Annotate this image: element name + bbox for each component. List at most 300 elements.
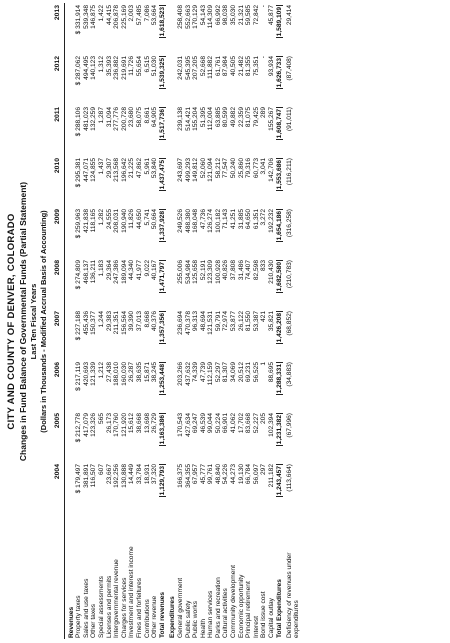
year-header-2005: 2005 [54,411,64,462]
cell-2011: 200,728 [120,107,128,131]
cell-2008: 31,486 [237,260,245,281]
cell-2009: 1,282 [97,209,105,226]
cell-2004: (113,664) [286,464,294,492]
cell-2007: 156,564 [120,311,128,335]
cell-2013: 206,878 [113,5,121,29]
row-label: Health [199,618,207,638]
cell-2009: 61,351 [252,209,260,230]
cell-2008: 40,167 [151,260,159,281]
cell-2012: 55,654 [135,56,143,77]
cell-2007: 53,877 [230,311,238,332]
cell-2010: 124,855 [90,158,98,182]
cell-2005: 102,394 [268,413,276,437]
cell-2009: 192,232 [268,209,276,233]
cell-2007: 39,390 [128,311,136,332]
cell-2011: 23,680 [128,107,136,128]
cell-2007: 26,122 [237,311,245,332]
cell-2011: 1,287 [97,107,105,124]
row-label: Licenses and permits [105,575,113,638]
revenue-row [75,3,83,639]
cell-2012: 81,355 [245,56,253,77]
year-header-row [54,3,64,639]
cell-2013: 258,408 [176,5,184,29]
cell-2008: $ 274,809 [75,260,83,290]
cell-2008: 37,808 [230,260,238,281]
cell-2004: 56,097 [252,464,260,485]
cell-2004: 297 [260,464,268,476]
year-header-2011: 2011 [54,105,64,156]
basis-title: (Dollars in Thousands - Modified Accrual Basis of Accounting) [39,210,48,433]
cell-2007: 421 [260,311,268,323]
expenditure-row [260,3,268,639]
cell-2010: 21,225 [128,158,136,179]
cell-2010 [276,156,284,207]
cell-2010: (116,211) [286,158,294,186]
cell-2004: 607 [97,464,105,476]
expenditure-row [253,3,261,639]
cell-2009: 50,664 [151,209,159,230]
revenue-row [151,3,159,639]
cell-2005: 123,326 [90,413,98,437]
cell-2005: 417,079 [82,413,90,437]
cell-2005: 170,543 [176,413,184,437]
cell-2008: (210,783) [286,260,294,289]
cell-2013: 45,877 [268,5,276,26]
cell-2006: 27,438 [105,362,113,383]
cell-2010: 3,041 [260,158,268,175]
entity-title: CITY AND COUNTY OF DENVER, COLORADO [6,213,17,430]
cell-2012: 51,030 [151,56,159,77]
cell-2011 [159,105,167,156]
expenditures-heading-row [166,3,177,639]
cell-2004 [159,462,167,513]
cell-2011: 31,094 [105,107,113,128]
revenue-row [113,3,121,639]
cell-2009: 488,380 [184,209,192,233]
cell-2006: 112,159 [207,362,215,386]
cell-2012: 545,395 [184,56,192,80]
revenue-row [90,3,98,639]
year-header-2004: 2004 [54,462,64,513]
cell-2007: 59,791 [214,311,222,332]
cell-2011-value: 1,608,747 [275,109,283,139]
row-label: Deficiency of revenues under expenditures [286,552,301,638]
cell-2008: 468,137 [82,260,90,284]
cell-2008: 125,658 [192,260,200,284]
cell-2011: 155,204 [192,107,200,131]
cell-2005-value: 1,231,382 [275,415,283,445]
cell-2007: 470,378 [184,311,192,335]
cell-2008 [276,258,284,309]
total-revenues-row [159,3,167,639]
cell-2007: 150,377 [90,311,98,335]
cell-2004-value: 1,243,457 [275,466,283,496]
cell-2010-value: 1,553,686 [275,160,283,190]
cell-2007: 81,550 [245,311,253,332]
cell-2010: 25,860 [237,158,245,179]
deficiency-row [283,3,300,639]
cell-2011: (91,011) [286,107,294,132]
cell-2011 [276,105,284,156]
cell-2012: 21,482 [237,56,245,77]
cell-2005: 565 [97,413,105,425]
cell-2006: 188,010 [113,362,121,386]
cell-2012: 93,934 [268,56,276,77]
expenditure-row [185,3,193,639]
expenditure-row [177,3,185,639]
cell-2005: 66,901 [222,413,230,434]
cell-2010: 5,961 [143,158,151,175]
year-header-2009: 2009 [54,207,64,258]
cell-2008: 74,407 [245,260,253,281]
cell-2008: 534,984 [184,260,192,284]
cell-2011: 132,259 [90,107,98,131]
cell-2008-value: 1,471,797 [158,262,166,292]
cell-2011: 49,882 [230,107,238,128]
expenditure-row [215,3,223,639]
cell-2007: 53,387 [252,311,260,332]
cell-2013-value: 1,618,523 [158,7,166,37]
cell-2009-value: 1,337,928 [158,211,166,241]
cell-2008: 833 [260,260,268,272]
cell-2007: 211,351 [113,311,121,335]
cell-2007: 8,668 [143,311,151,328]
cell-2004: 37,320 [151,464,159,485]
expenditure-row [207,3,215,639]
cell-2007: 40,376 [151,311,159,332]
cell-2011: 22,359 [237,107,245,128]
cell-2013: 29,414 [286,5,294,26]
cell-2004: 381,891 [82,464,90,488]
cell-2005: 427,634 [184,413,192,437]
cell-2012: 6,515 [143,56,151,73]
cell-2006 [276,360,284,411]
cell-2005: (67,996) [286,413,294,438]
cell-2007: 96,313 [192,311,200,332]
cell-2004: 166,375 [176,464,184,488]
row-label: Total revenues [158,591,166,638]
cell-2011: 481,023 [82,107,90,131]
cell-2004: 66,784 [245,464,253,485]
cell-2004 [276,462,284,513]
cell-2011: 289 [260,107,268,119]
cell-2013: 72,842 [252,5,260,26]
cell-2005: 121,920 [120,413,128,437]
cell-2009: 168,048 [192,209,200,233]
cell-2009: 41,251 [230,209,238,230]
cell-2012: (87,408) [286,56,294,81]
cell-2008: 1,183 [97,260,105,277]
statement-title: Changes in Fund Balance of Governmental Funds (Partial Statement) [18,181,28,462]
cell-2008: 189,094 [120,260,128,284]
cell-2007-value: 1,426,208 [275,313,283,343]
cell-2011: 79,425 [252,107,260,128]
cell-2009: 100,182 [214,209,222,233]
cell-2006: (34,883) [286,362,294,387]
row-label: Total Expenditures [275,579,283,638]
cell-2004: $ 179,497 [75,464,83,494]
cell-2009: 421,838 [82,209,90,233]
cell-2011-value: 1,517,736 [158,109,166,139]
cell-2009: 71,143 [222,209,230,230]
cell-2004: 99,761 [207,464,215,485]
cell-2007: 37,013 [135,311,143,332]
cell-2011: $ 288,106 [75,107,83,137]
cell-2006: 69,231 [245,362,253,383]
cell-2008: 247,386 [113,260,121,284]
expenditure-row [200,3,208,639]
cell-2005: 50,224 [214,413,222,434]
cell-2013 [159,3,167,54]
cell-2006: 52,297 [214,362,222,383]
cell-2009: 47,736 [199,209,207,230]
year-header-2013: 2013 [54,3,64,54]
cell-2011: 58,075 [135,107,143,128]
cell-2007 [276,309,284,360]
cell-2011: 155,267 [268,107,276,131]
cell-2008 [159,258,167,309]
cell-2004: 19,130 [237,464,245,485]
row-label: Investment and interest income [128,546,136,638]
cell-2013 [276,3,284,54]
cell-2004-value: 1,129,793 [158,466,166,496]
cell-2012: 40,505 [230,56,238,77]
cell-2013: 66,992 [214,5,222,26]
cell-2009: 190,940 [120,209,128,233]
cell-2004: 44,273 [230,464,238,485]
cell-2012: 87,984 [222,56,230,77]
cell-2013: $ 331,914 [75,5,83,35]
cell-2012: 61,761 [214,56,222,77]
cell-2012: 35,393 [105,56,113,77]
cell-2013: 98,038 [222,5,230,26]
expenditure-row [222,3,230,639]
cell-2005: 46,539 [199,413,207,434]
cell-2006: 1 [260,362,268,366]
cell-2013: 146,875 [90,5,98,29]
cell-2007: 35,821 [268,311,276,332]
cell-2006: 81,307 [222,362,230,383]
row-label: Human services [207,590,215,638]
fund-balance-table [54,3,301,639]
row-label: Interest [252,616,260,638]
year-header-2010: 2010 [54,156,64,207]
total-expenditures-row [276,3,284,639]
cell-2011: 239,138 [176,107,184,131]
cell-2012: 494,495 [82,56,90,80]
cell-2009: (316,258) [286,209,294,238]
row-label: Special assessments [97,576,105,638]
cell-2006: 20,512 [237,362,245,383]
cell-2010: 196,642 [120,158,128,182]
row-label: General government [176,577,184,638]
cell-2011: 80,599 [222,107,230,128]
cell-2006: 74,339 [192,362,200,383]
cell-2005 [159,411,167,462]
cell-2009 [276,207,284,258]
cell-2010: 121,094 [207,158,215,182]
cell-2012-value: 1,626,733 [275,58,283,88]
cell-2010: 53,840 [151,158,159,179]
cell-2006: 47,739 [199,362,207,383]
cell-2004: 54,226 [222,464,230,485]
cell-2005: 69,247 [192,413,200,434]
cell-2010: 52,060 [199,158,207,179]
cell-2005: 205 [260,413,268,425]
cell-2010: 60,773 [252,158,260,179]
cell-2008: 44,340 [128,260,136,281]
cell-2009: 3,272 [260,209,268,226]
row-label: Capital outlay [268,598,276,638]
cell-2008: 29,364 [105,260,113,281]
row-label: Parks and recreation [214,577,222,638]
cell-2008: 40,826 [222,260,230,281]
expenditures-heading: Expenditures [169,596,177,638]
cell-2013: 53,664 [151,5,159,26]
cell-2005: 52,227 [252,413,260,434]
cell-2005: 26,173 [105,413,113,434]
cell-2009: 118,165 [90,209,98,233]
cell-2012: 75,351 [252,56,260,77]
cell-2004: 45,777 [199,464,207,485]
cell-2010: 142,706 [268,158,276,182]
row-label: Fines and forfeitures [135,577,143,638]
cell-2005: 99,044 [207,413,215,434]
cell-2005 [276,411,284,462]
cell-2010: 499,293 [184,158,192,182]
header-label-cell [54,513,64,639]
cell-2010: 47,862 [135,158,143,179]
cell-2008: 255,006 [176,260,184,284]
cell-2004: 116,507 [90,464,98,488]
cell-2009: 64,650 [245,209,253,230]
cell-2013: 170,129 [192,5,200,29]
cell-2004: 130,888 [120,464,128,488]
cell-2006: 203,266 [176,362,184,386]
cell-2007-value: 1,357,356 [158,313,166,343]
cell-2011: 112,004 [207,107,215,131]
year-header-2007: 2007 [54,309,64,360]
cell-2012: 207,205 [192,56,200,80]
cell-2007: 455,436 [82,311,90,335]
cell-2007: 121,531 [207,311,215,335]
cell-2012 [159,54,167,105]
row-label: Public works [192,600,200,638]
cell-2006: 420,693 [82,362,90,386]
cell-2006: 1,212 [97,362,105,379]
revenue-row [144,3,152,639]
cell-2009: 24,555 [105,209,113,230]
cell-2008: 100,928 [214,260,222,284]
cell-2007: 72,974 [222,311,230,332]
row-label: Sales and use taxes [82,578,90,638]
cell-2008-value: 1,682,580 [275,262,283,292]
cell-2013: - [260,5,268,8]
cell-2009: 249,526 [176,209,184,233]
cell-2005: 38,668 [135,413,143,434]
cell-2013: 57,485 [135,5,143,26]
cell-2010: 58,212 [214,158,222,179]
cell-2011: 64,905 [151,107,159,128]
cell-2010: $ 295,381 [75,158,83,188]
cell-2012: 219,691 [120,56,128,80]
cell-2006-value: 1,253,448 [158,364,166,394]
cell-2009: 31,885 [237,209,245,230]
cell-2005: 17,702 [237,413,245,434]
cell-2007: 236,694 [176,311,184,335]
cell-2009: $ 259,963 [75,209,83,239]
expenditure-row [268,3,276,639]
cell-2012-value: 1,539,325 [158,58,166,88]
revenues-heading: Revenues [67,606,75,638]
cell-2009: 44,650 [135,209,143,230]
cell-2006: 160,030 [120,362,128,386]
cell-2011: 51,395 [199,107,207,128]
cell-2010: 79,316 [245,158,253,179]
cell-2004: 48,840 [214,464,222,485]
cell-2012: 111,882 [207,56,215,79]
cell-2013-value: 1,589,109 [275,7,283,37]
revenue-row [83,3,91,639]
cell-2013: 1,422 [97,5,105,22]
cell-2006: 34,069 [230,362,238,383]
row-label: Cultural activities [222,588,230,638]
revenue-row [106,3,114,639]
cell-2013: 54,143 [199,5,207,26]
expenditure-row [192,3,200,639]
cell-2006: 437,632 [184,362,192,386]
cell-2013: 21,321 [237,5,245,26]
cell-2008: 123,309 [207,260,215,284]
cell-2004: 14,449 [128,464,136,485]
cell-2005: 15,612 [128,413,136,434]
cell-2011: 514,421 [184,107,192,131]
cell-2013: 44,415 [105,5,113,26]
cell-2007: (68,852) [286,311,294,336]
cell-2009: 11,826 [128,209,136,229]
cell-2010: 243,697 [176,158,184,182]
cell-2006: 88,695 [268,362,276,383]
revenue-row [136,3,144,639]
expenditure-row [230,3,238,639]
cell-2005: $ 212,778 [75,413,83,443]
cell-2010: 77,547 [222,158,230,179]
cell-2008: 41,977 [135,260,143,281]
cell-2008: 9,022 [143,260,151,277]
row-label: Other revenue [151,595,159,638]
cell-2010-value: 1,437,475 [158,160,166,190]
cell-2010 [159,156,167,207]
cell-2012: 11,726 [128,56,136,76]
cell-2012: $ 287,062 [75,56,83,86]
cell-2011: 63,885 [214,107,222,128]
cell-2009: 5,741 [143,209,151,226]
cell-2004: 67,957 [192,464,200,485]
cell-2009: 208,031 [113,209,121,233]
cell-2012: 140,123 [90,56,98,80]
cell-2006: 38,245 [151,362,159,383]
cell-2004: 23,667 [105,464,113,485]
cell-2007: 1,244 [97,311,105,328]
row-label: Intergovernmental revenue [113,559,121,638]
cell-2006: 56,525 [252,362,260,383]
cell-2006: $ 217,119 [75,362,83,391]
cell-2010: 213,568 [113,158,121,182]
cell-2013: 552,663 [184,5,192,29]
row-label: Economic opportunity [237,574,245,638]
cell-2008: 52,191 [199,260,207,281]
cell-2013: 7,086 [143,5,151,22]
